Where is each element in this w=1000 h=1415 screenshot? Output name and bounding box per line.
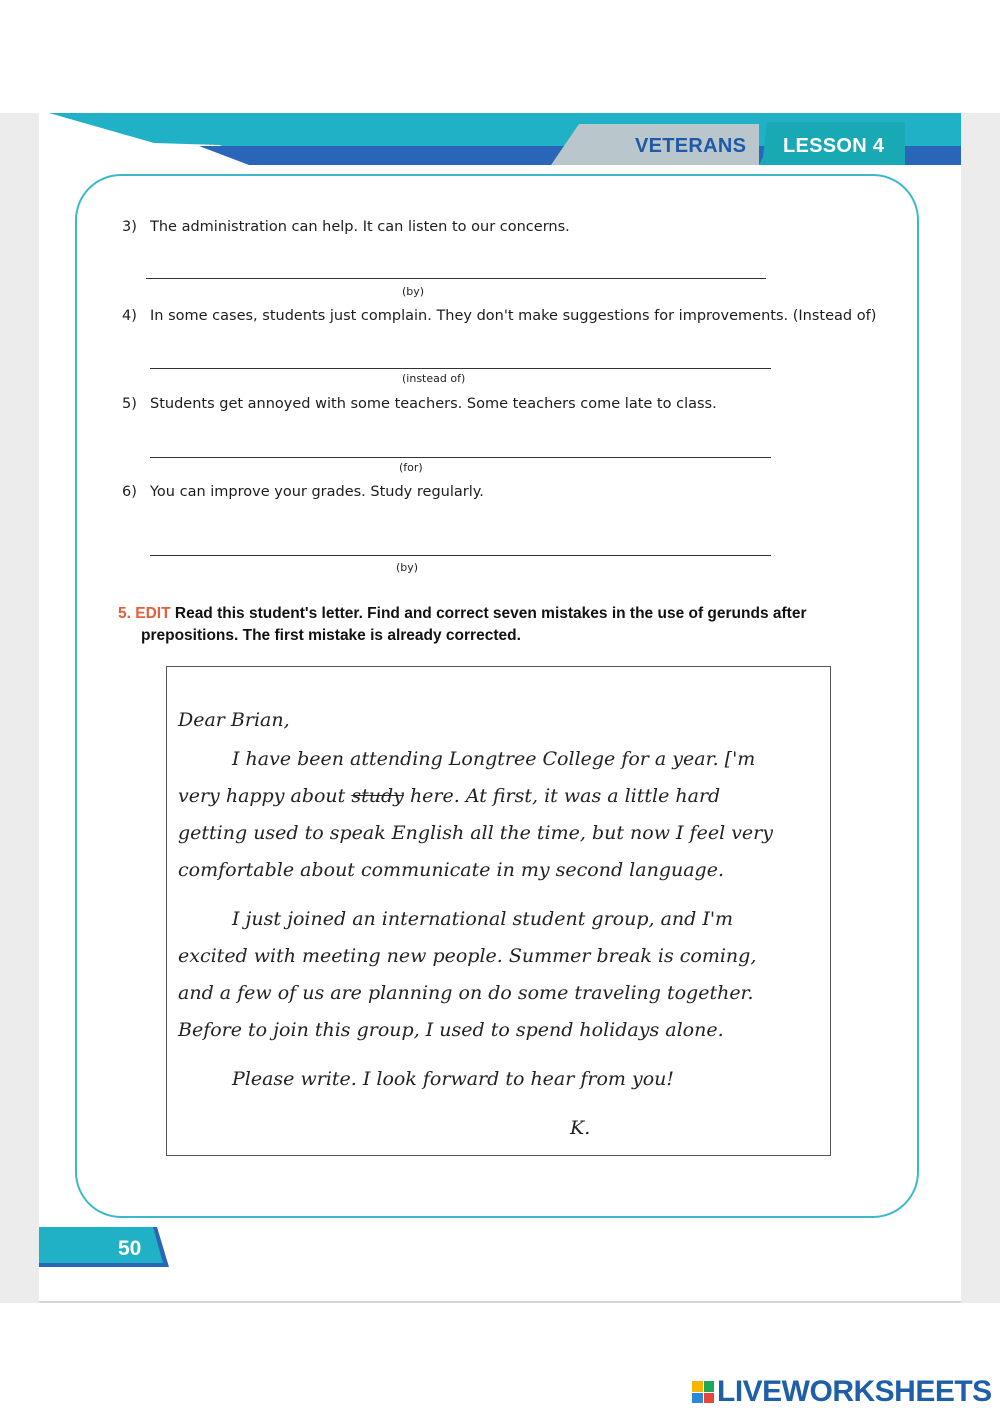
exercise-item-5 [122, 396, 717, 412]
brand-name: LIVEWORKSHEETS [717, 1375, 992, 1408]
letter-signature: K. [570, 1117, 591, 1139]
answer-line-3[interactable] [146, 278, 766, 279]
right-margin [961, 113, 1000, 1303]
letter-line[interactable]: Before to join this group, I used to spend holidays alone. [178, 1019, 724, 1041]
unit-title: VETERANS [635, 135, 747, 157]
letter-line[interactable]: Please write. I look forward to hear from you! [232, 1068, 675, 1090]
liveworksheets-brand[interactable] [692, 1374, 992, 1410]
item-number: 6) [122, 484, 137, 500]
letter-greeting: Dear Brian, [178, 709, 290, 731]
instruction-line-1 [118, 603, 888, 625]
exercise-5-instructions [118, 603, 888, 647]
letter-line[interactable]: getting used to speak English all the time, but now I feel very [178, 822, 773, 844]
item-sentence: Students get annoyed with some teachers. Some teachers come late to class. [150, 396, 717, 412]
corrected-word: study [351, 785, 404, 807]
item-number: 5) [122, 396, 137, 412]
answer-line-6[interactable] [150, 555, 771, 556]
item-sentence: The administration can help. It can listen to our concerns. [150, 219, 570, 235]
letter-line[interactable]: I just joined an international student group, and I'm [232, 908, 734, 930]
exercise-item-4 [122, 308, 876, 324]
answer-line-5[interactable] [150, 457, 771, 458]
answer-line-4[interactable] [150, 368, 771, 369]
page-header [39, 113, 961, 173]
lesson-label: LESSON 4 [783, 135, 885, 157]
letter-line[interactable]: excited with meeting new people. Summer break is coming, [178, 945, 757, 967]
page-number-tab [39, 1227, 169, 1269]
hint-6: (by) [396, 561, 419, 574]
exercise-item-3 [122, 219, 570, 235]
page-number: 50 [118, 1237, 142, 1260]
item-number: 3) [122, 219, 137, 235]
hint-4: (instead of) [402, 372, 466, 385]
letter-text: very happy about [178, 785, 346, 807]
instruction-text-1: Read this student's letter. Find and correct seven mistakes in the use of gerunds after [174, 605, 807, 622]
hint-3: (by) [402, 285, 425, 298]
exercise-tag: EDIT [135, 605, 171, 622]
liveworksheets-logo-icon [692, 1381, 714, 1403]
hint-5: (for) [399, 461, 423, 474]
letter-text: here. At first, it was a little hard [409, 785, 721, 807]
item-sentence: In some cases, students just complain. They don't make suggestions for improvements. (Instead of) [150, 308, 877, 324]
exercise-item-6 [122, 484, 484, 500]
item-number: 4) [122, 308, 137, 324]
exercise-number: 5. [118, 605, 131, 622]
letter-line[interactable] [178, 785, 720, 807]
item-sentence: You can improve your grades. Study regularly. [150, 484, 484, 500]
left-margin [0, 113, 39, 1303]
instruction-line-2: prepositions. The first mistake is already corrected. [141, 627, 521, 644]
letter-line[interactable]: I have been attending Longtree College for a year. ['m [232, 748, 756, 770]
letter-line[interactable]: and a few of us are planning on do some traveling together. [178, 982, 754, 1004]
letter-line[interactable]: comfortable about communicate in my second language. [178, 859, 724, 881]
page-bottom-edge [39, 1301, 961, 1303]
